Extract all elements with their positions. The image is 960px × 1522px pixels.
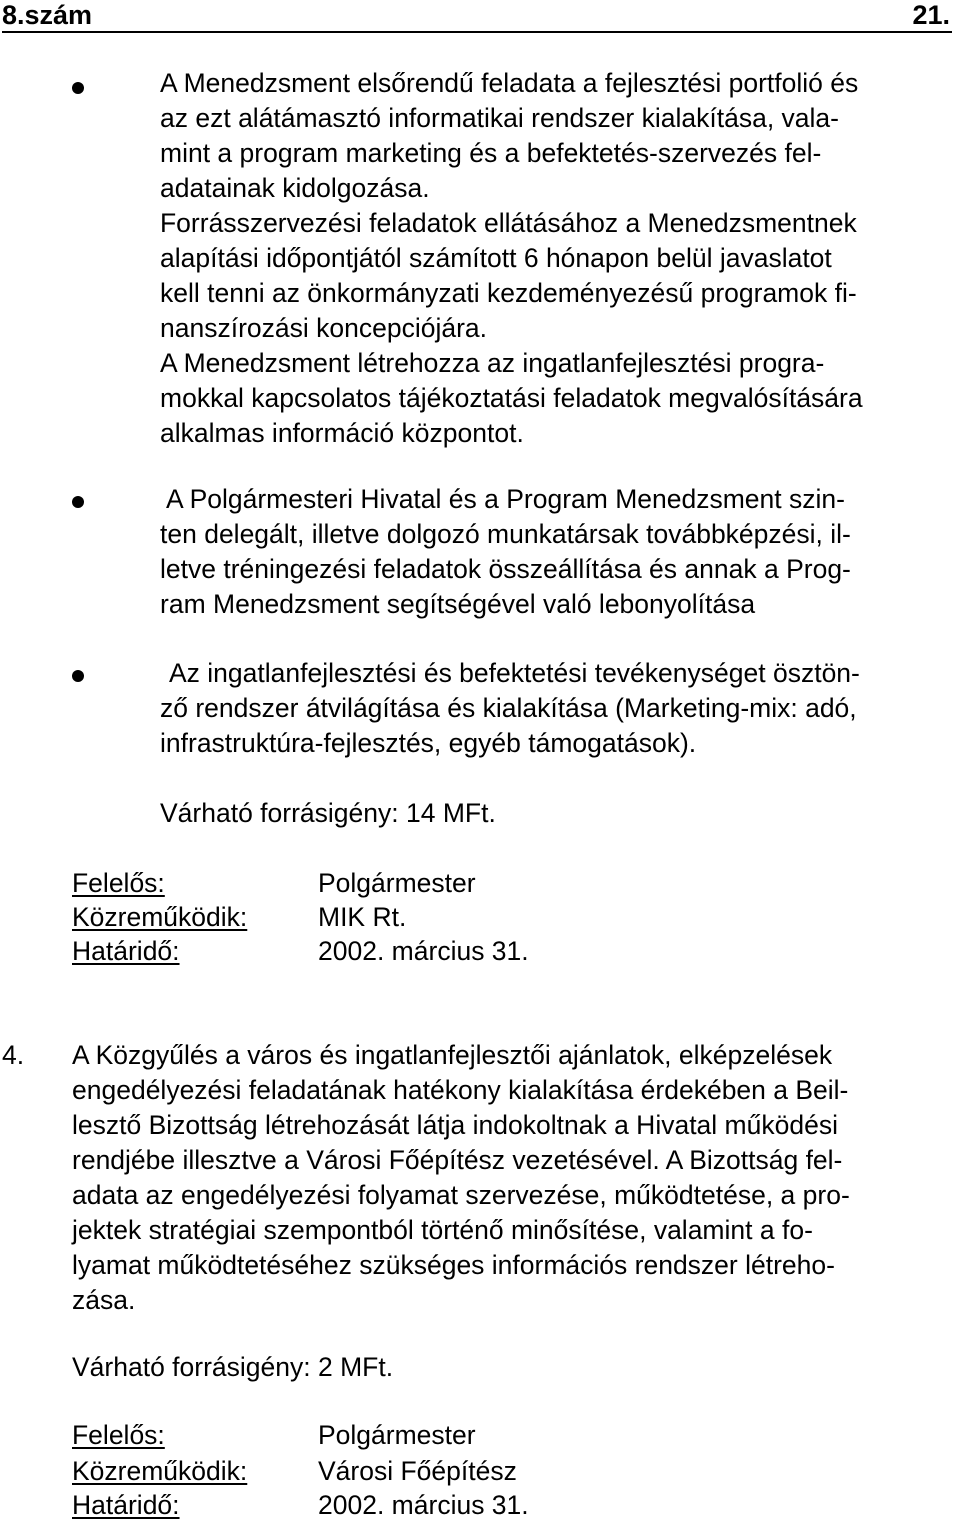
- text-line: adata az engedélyezési folyamat szervezése, működtetése, a pro-: [72, 1180, 850, 1210]
- bullet-1-paragraph-1: [160, 66, 952, 206]
- responsible-value: Polgármester: [318, 1420, 476, 1450]
- responsible-label: Felelős:: [72, 868, 165, 898]
- text-line: lyamat működtetéséhez szükséges információs rendszer létreho-: [72, 1250, 835, 1280]
- page-number: 21.: [912, 0, 950, 30]
- page-header: [2, 0, 952, 33]
- text-line: A Közgyűlés a város és ingatlanfejlesztői ajánlatok, elképzelések: [72, 1040, 833, 1070]
- text-line: mint a program marketing és a befektetés-szervezés fel-: [160, 138, 822, 168]
- bullet-icon: [72, 82, 84, 94]
- text-line: nanszírozási koncepciójára.: [160, 313, 488, 343]
- text-line: ző rendszer átvilágítása és kialakítása (Marketing-mix: adó,: [160, 693, 857, 723]
- deadline-value: 2002. március 31.: [318, 1490, 529, 1520]
- text-line: alkalmas információ központot.: [160, 418, 524, 448]
- text-line: engedélyezési feladatának hatékony kialakítása érdekében a Beil-: [72, 1075, 849, 1105]
- text-line: alapítási időpontjától számított 6 hónapon belül javaslatot: [160, 243, 832, 273]
- text-line: Az ingatlanfejlesztési és befektetési tevékenységet ösztön-: [169, 658, 860, 688]
- text-line: A Menedzsment elsőrendű feladata a fejlesztési portfolió és: [160, 68, 859, 98]
- text-line: adatainak kidolgozása.: [160, 173, 430, 203]
- cost-estimate: Várható forrásigény: 2 MFt.: [72, 1352, 394, 1382]
- responsible-value: Polgármester: [318, 868, 476, 898]
- text-line: lesztő Bizottság létrehozását látja indokoltnak a Hivatal működési: [72, 1110, 838, 1140]
- text-line: az ezt alátámasztó informatikai rendszer kialakítása, vala-: [160, 103, 839, 133]
- text-line: kell tenni az önkormányzati kezdeményezésű programok fi-: [160, 278, 857, 308]
- text-line: rendjébe illesztve a Városi Főépítész vezetésével. A Bizottság fel-: [72, 1145, 843, 1175]
- bullet-icon: [72, 670, 84, 682]
- bullet-3-paragraph: [160, 656, 952, 761]
- text-line: ten delegált, illetve dolgozó munkatársak továbbképzési, il-: [160, 519, 851, 549]
- text-line: jektek stratégiai szempontból történő minősítése, valamint a fo-: [72, 1215, 813, 1245]
- deadline-value: 2002. március 31.: [318, 936, 529, 966]
- contributor-value: Városi Főépítész: [318, 1456, 517, 1486]
- bullet-1-paragraph-2: [160, 206, 952, 346]
- text-line: A Polgármesteri Hivatal és a Program Menedzsment szin-: [166, 484, 845, 514]
- responsible-label: Felelős:: [72, 1420, 165, 1450]
- bullet-1-paragraph-3: [160, 346, 952, 451]
- cost-estimate: Várható forrásigény: 14 MFt.: [160, 798, 496, 828]
- item-4-paragraph: [72, 1038, 952, 1318]
- bullet-icon: [72, 496, 84, 508]
- text-line: A Menedzsment létrehozza az ingatlanfejlesztési progra-: [160, 348, 825, 378]
- contributor-value: MIK Rt.: [318, 902, 407, 932]
- text-line: letve tréningezési feladatok összeállítása és annak a Prog-: [160, 554, 851, 584]
- text-line: infrastruktúra-fejlesztés, egyéb támogatások).: [160, 728, 697, 758]
- bullet-2-paragraph: [160, 482, 952, 622]
- item-number: 4.: [2, 1040, 25, 1070]
- contributor-label: Közreműködik:: [72, 902, 248, 932]
- issue-number: 8.szám: [2, 0, 93, 30]
- deadline-label: Határidő:: [72, 1490, 180, 1520]
- contributor-label: Közreműködik:: [72, 1456, 248, 1486]
- text-line: ram Menedzsment segítségével való lebonyolítása: [160, 589, 756, 619]
- text-line: zása.: [72, 1285, 136, 1315]
- text-line: mokkal kapcsolatos tájékoztatási feladatok megvalósítására: [160, 383, 863, 413]
- text-line: Forrásszervezési feladatok ellátásához a Menedzsmentnek: [160, 208, 857, 238]
- deadline-label: Határidő:: [72, 936, 180, 966]
